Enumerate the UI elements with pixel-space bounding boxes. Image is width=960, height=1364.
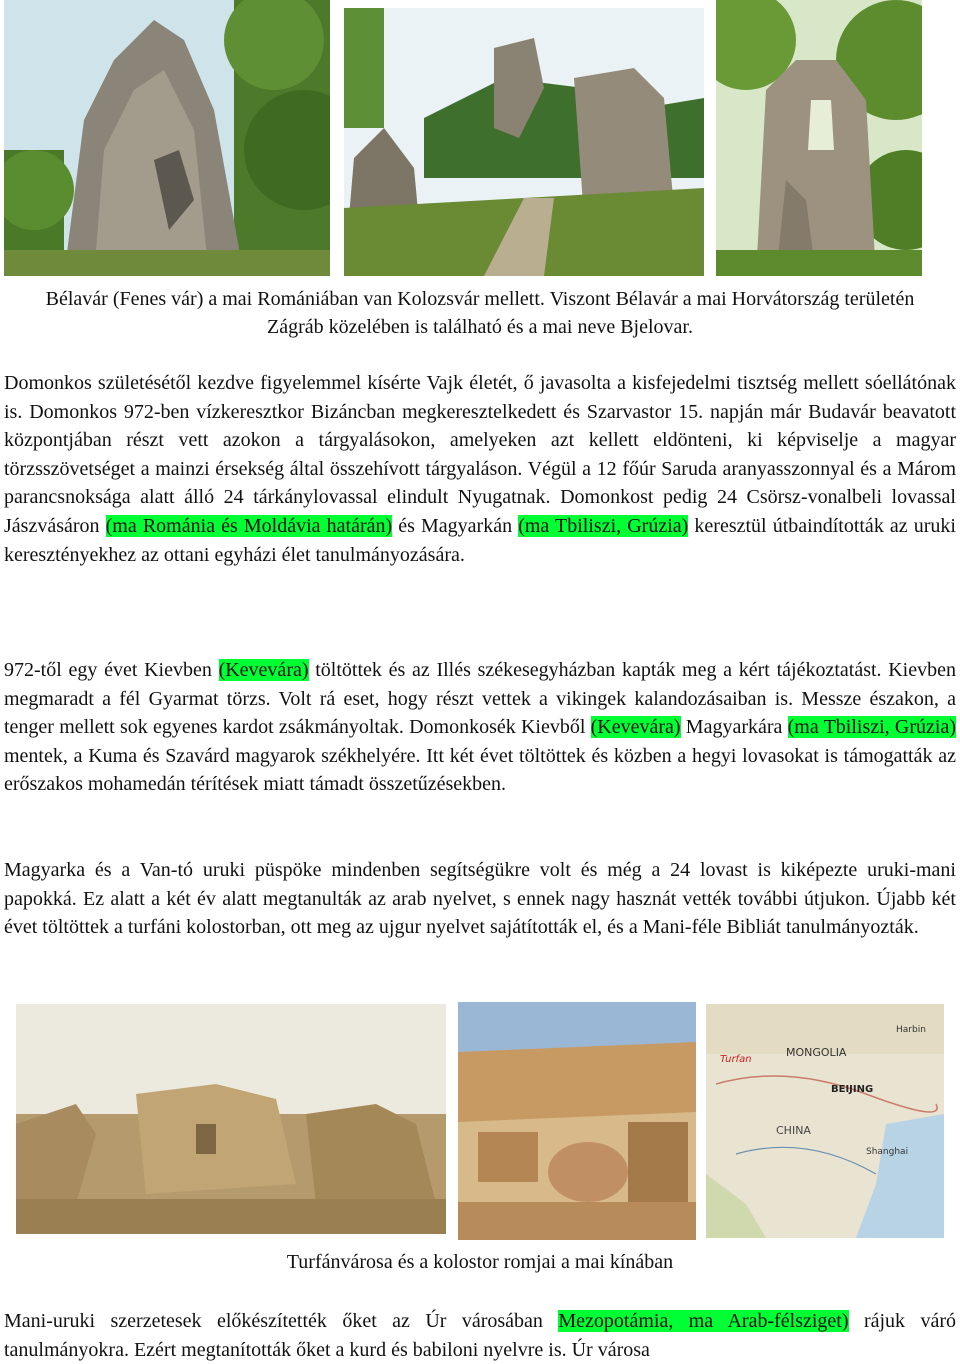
castle-ruin-photo-1 [4,0,330,276]
turfan-town-photo [458,1002,696,1240]
map-label-china: CHINA [776,1124,811,1137]
castle-ruin-photo-3 [716,0,922,276]
highlighted-text: (ma Tbiliszi, Grúzia) [518,514,689,537]
highlighted-text: (ma Tbiliszi, Grúzia) [787,716,956,739]
paragraph-text: Domonkos születésétől kezdve figyelemmel kísérte Vajk életét, ő javasolta a kisfejedelmi tisztség mellett sóellátónak is. Domonkos 972-ben vízkeresztkor Bizáncban megkeresztelkedett és Szarvastor 15. napján már Budavár beavatott központjában részt vett azokon a tárgyalásokon, amelyeken azt kellett eldönteni, ki képviselje a magyar törzsszövetséget a mainzi érsekség által összehívott tárgyaláson. Végül a 12 főúr Saruda aranyasszonnyal és a Márom parancsnoksága alatt álló 24 tárkánylovassal elindult Nyugatnak. Domonkost pedig 24 Csörsz-vonalbeli lovassal Jászvásáron [4,372,956,537]
paragraph-text: Mani-uruki szerzetesek előkészítették őket az Úr városában [4,1310,559,1332]
highlighted-text: Mezopotámia, ma Arab-félsziget) [558,1310,849,1332]
paragraph-mani-uruki [4,1307,956,1364]
turfan-ruins-photo [16,1004,446,1234]
paragraph-text: rájuk váró tanulmányokra. Ezért megtanították őket a kurd és babiloni nyelvre is. Úr városa [4,1310,956,1361]
castle-ruin-photo-2 [344,8,704,276]
map-label-turfan: Turfan [720,1054,752,1065]
paragraph-text: 972-től egy évet Kievben [4,659,219,681]
map-label-mongolia: MONGOLIA [786,1046,847,1059]
china-map [706,1004,944,1238]
paragraph-magyarka: Magyarka és a Van-tó uruki püspöke mindenben segítségükre volt és még a 24 lovast is kiképezte uruki-mani papokká. Ez alatt a két év alatt megtanulták az arab nyelvet, s ennek nagy hasznát vették további útjukon. Újabb két évet töltöttek a turfáni kolostorban, ott meg az ujgur nyelvet sajátították el, és a Mani-féle Bibliát tanulmányozták. [4,859,956,939]
paragraph-text: Magyarkára [680,716,788,739]
paragraph-text: keresztül útbaindították az uruki keresztényekhez az ottani egyházi élet tanulmányozására. [4,514,956,566]
turfan-photo-caption: Turfánvárosa és a kolostor romjai a mai kínában [286,1251,674,1273]
highlighted-text: (Kevevára) [218,659,309,681]
paragraph-text: és Magyarkán [392,514,519,537]
map-label-shanghai: Shanghai [866,1147,909,1157]
paragraph-kiev [4,656,956,799]
highlighted-text: (Kevevára) [590,716,681,739]
highlighted-text: (ma Románia és Moldávia határán) [105,514,393,537]
map-label-harbin: Harbin [896,1025,926,1035]
map-label-beijing: BEIJING [831,1084,874,1095]
paragraph-domonkos [4,369,956,569]
castle-photo-caption: Bélavár (Fenes vár) a mai Romániában van Kolozsvár mellett. Viszont Bélavár a mai Horvátország területén Zágráb közelében is található és a mai neve Bjelovar. [45,288,915,338]
paragraph-text: mentek, a Kuma és Szavárd magyarok székhelyére. Itt két évet töltöttek és közben a hegyi lovasokat is támogatták az erőszakos mohamedán térítések miatt támadt összetűzésekben. [4,744,956,796]
paragraph-text: töltöttek és az Illés székesegyházban kapták meg a kért tájékoztatást. Kievben megmaradt a fél Gyarmat törzs. Volt rá eset, hogy részt vettek a vikingek kalandozásaiban is. Messze északon, a tenger mellett sok egyenes kardot zsákmányoltak. Domonkosék Kievből [4,659,956,739]
